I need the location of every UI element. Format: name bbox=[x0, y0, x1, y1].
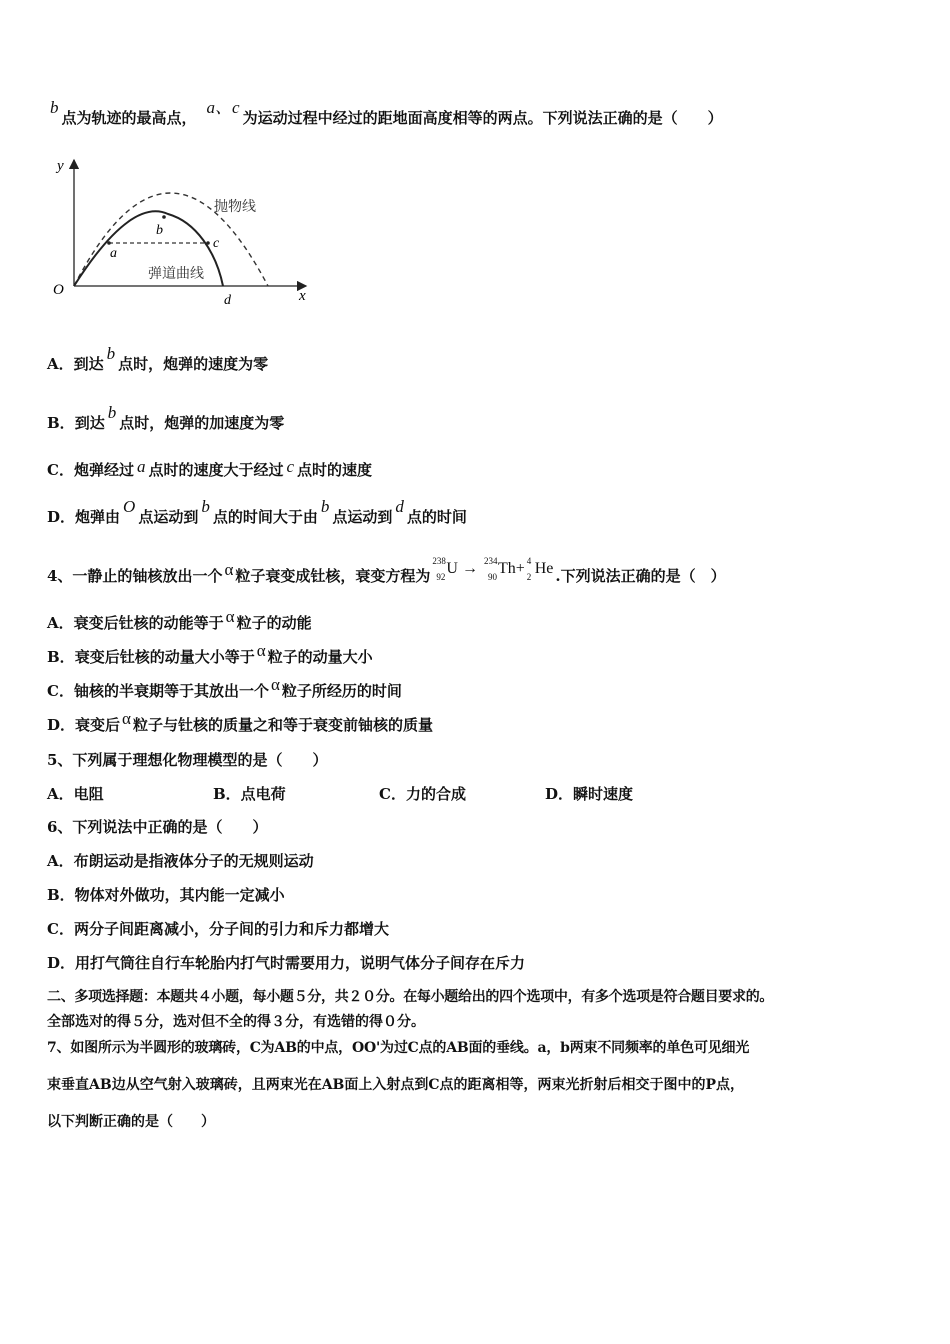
q6-option-a: A．布朗运动是指液体分子的无规则运动 bbox=[47, 852, 314, 870]
var-c: c bbox=[286, 457, 295, 476]
q4-stem-mid: 粒子衰变成钍核，衰变方程为 bbox=[235, 567, 431, 585]
alpha-symbol: α bbox=[225, 607, 235, 626]
option-text: 点时的速度大于经过 bbox=[148, 461, 284, 479]
var-b: b bbox=[320, 497, 330, 516]
alpha-symbol: α bbox=[256, 641, 266, 660]
q6-option-d: D．用打气筒往自行车轮胎内打气时需要用力，说明气体分子间存在斥力 bbox=[47, 954, 526, 972]
option-text: 点时，炮弹的速度为零 bbox=[118, 355, 269, 373]
thorium-nuclide bbox=[483, 556, 525, 582]
q6-stem: 6、下列说法中正确的是（ ） bbox=[47, 818, 268, 836]
mass-number: 238 bbox=[432, 556, 446, 566]
var-a: a bbox=[136, 457, 146, 476]
option-text: 点运动到 bbox=[138, 508, 199, 526]
alpha-symbol: α bbox=[270, 675, 280, 694]
option-text: 衰变后钍核的动能等于 bbox=[73, 614, 224, 632]
var-o: O bbox=[123, 497, 136, 516]
option-text: 炮弹由 bbox=[75, 508, 121, 526]
option-text: 点的时间大于由 bbox=[212, 508, 318, 526]
point-a-dot bbox=[107, 241, 111, 245]
helium-nuclide bbox=[526, 556, 554, 582]
section2-header-line1: 二、多项选择题：本题共４小题，每小题５分，共２０分。在每小题给出的四个选项中，有多个选项是符合题目要求的。 bbox=[47, 989, 774, 1005]
option-letter: C． bbox=[47, 682, 74, 700]
option-text: 到达 bbox=[73, 355, 104, 373]
label-b: b bbox=[156, 223, 163, 238]
option-text: 点运动到 bbox=[332, 508, 393, 526]
label-c: c bbox=[213, 236, 220, 251]
q3-option-d bbox=[47, 497, 467, 527]
charge-number: 90 bbox=[487, 572, 497, 582]
alpha-symbol: α bbox=[224, 560, 234, 579]
mass-number: 234 bbox=[483, 556, 498, 566]
q5-option-a: A．电阻 bbox=[47, 785, 104, 803]
charge-number: 92 bbox=[436, 572, 446, 582]
q4-option-a bbox=[47, 607, 312, 633]
q3-option-a bbox=[47, 344, 269, 374]
y-label: y bbox=[57, 158, 64, 174]
option-text: 粒子与钍核的质量之和等于衰变前铀核的质量 bbox=[132, 716, 433, 734]
option-letter: D． bbox=[47, 508, 76, 526]
option-text: 衰变后 bbox=[75, 716, 121, 734]
var-b: b bbox=[50, 98, 59, 117]
var-ac: a、c bbox=[206, 98, 240, 117]
q4-option-c bbox=[47, 675, 402, 701]
element-symbol: He bbox=[534, 560, 554, 577]
q7-stem-line2: 束垂直AB边从空气射入玻璃砖，且两束光在AB面上入射点到C点的距离相等，两束光折射后相交于图中的P点， bbox=[47, 1077, 745, 1093]
q4-stem bbox=[47, 556, 726, 587]
option-text: 衰变后钍核的动量大小等于 bbox=[74, 648, 255, 666]
var-b: b bbox=[107, 403, 117, 422]
label-a: a bbox=[110, 246, 117, 261]
q3-option-c bbox=[47, 457, 373, 480]
option-text: 铀核的半衰期等于其放出一个 bbox=[73, 682, 269, 700]
option-letter: A． bbox=[47, 614, 74, 632]
q7-stem-line3: 以下判断正确的是（ ） bbox=[47, 1114, 215, 1130]
ballistic-label: 弹道曲线 bbox=[148, 267, 204, 282]
reaction-arrow: → bbox=[461, 560, 478, 577]
var-d: d bbox=[395, 497, 404, 516]
element-symbol: Th+ bbox=[497, 560, 525, 577]
q4-option-d bbox=[47, 709, 433, 735]
q3-stem-text1: 点为轨迹的最高点， bbox=[61, 109, 197, 127]
charge-number: 2 bbox=[526, 572, 532, 582]
q3-stem-text2: 为运动过程中经过的距地面高度相等的两点。下列说法正确的是（ ） bbox=[242, 109, 723, 127]
section2-header-line2: 全部选对的得５分，选对但不全的得３分，有选错的得０分。 bbox=[47, 1014, 425, 1030]
origin-label: O bbox=[53, 282, 64, 298]
option-text: 粒子所经历的时间 bbox=[281, 682, 402, 700]
option-text: 粒子的动能 bbox=[236, 614, 312, 632]
label-d: d bbox=[224, 293, 231, 308]
parabola-label: 抛物线 bbox=[214, 200, 256, 215]
q5-option-b: B．点电荷 bbox=[213, 785, 286, 803]
trajectory-figure bbox=[46, 152, 316, 312]
alpha-symbol: α bbox=[122, 709, 131, 728]
q3-option-b bbox=[47, 403, 285, 433]
mass-number: 4 bbox=[526, 556, 532, 566]
q5-option-d: D．瞬时速度 bbox=[545, 785, 634, 803]
var-b: b bbox=[201, 497, 210, 516]
option-letter: A． bbox=[47, 355, 74, 373]
option-letter: D． bbox=[47, 716, 76, 734]
option-letter: B． bbox=[47, 414, 75, 432]
option-text: 到达 bbox=[74, 414, 105, 432]
q4-option-b bbox=[47, 641, 373, 667]
option-letter: B． bbox=[47, 648, 75, 666]
point-c-dot bbox=[206, 241, 210, 245]
var-b: b bbox=[106, 344, 116, 363]
q5-stem: 5、下列属于理想化物理模型的是（ ） bbox=[47, 751, 328, 769]
q5-options bbox=[47, 784, 633, 804]
q3-stem bbox=[47, 98, 723, 128]
q5-option-c: C．力的合成 bbox=[379, 785, 466, 803]
option-text: 点时，炮弹的加速度为零 bbox=[119, 414, 285, 432]
option-text: 点时的速度 bbox=[297, 461, 373, 479]
element-symbol: U bbox=[446, 560, 458, 577]
option-text: 炮弹经过 bbox=[73, 461, 134, 479]
q6-option-b: B．物体对外做功，其内能一定减小 bbox=[47, 886, 285, 904]
x-label: x bbox=[299, 288, 306, 304]
point-b-dot bbox=[162, 215, 166, 219]
uranium-nuclide bbox=[432, 556, 458, 582]
option-text: 粒子的动量大小 bbox=[267, 648, 373, 666]
q7-stem-line1: 7、如图所示为半圆形的玻璃砖，C为AB的中点，OO'为过C点的AB面的垂线。a，b两束不同频率的单色可见细光 bbox=[47, 1040, 750, 1056]
q4-stem-pre: 4、一静止的铀核放出一个 bbox=[47, 567, 223, 585]
q6-option-c: C．两分子间距离减小，分子间的引力和斥力都增大 bbox=[47, 920, 389, 938]
option-letter: C． bbox=[47, 461, 74, 479]
q4-stem-post: .下列说法正确的是（ ） bbox=[555, 567, 726, 585]
decay-equation bbox=[432, 556, 554, 582]
option-text: 点的时间 bbox=[406, 508, 467, 526]
